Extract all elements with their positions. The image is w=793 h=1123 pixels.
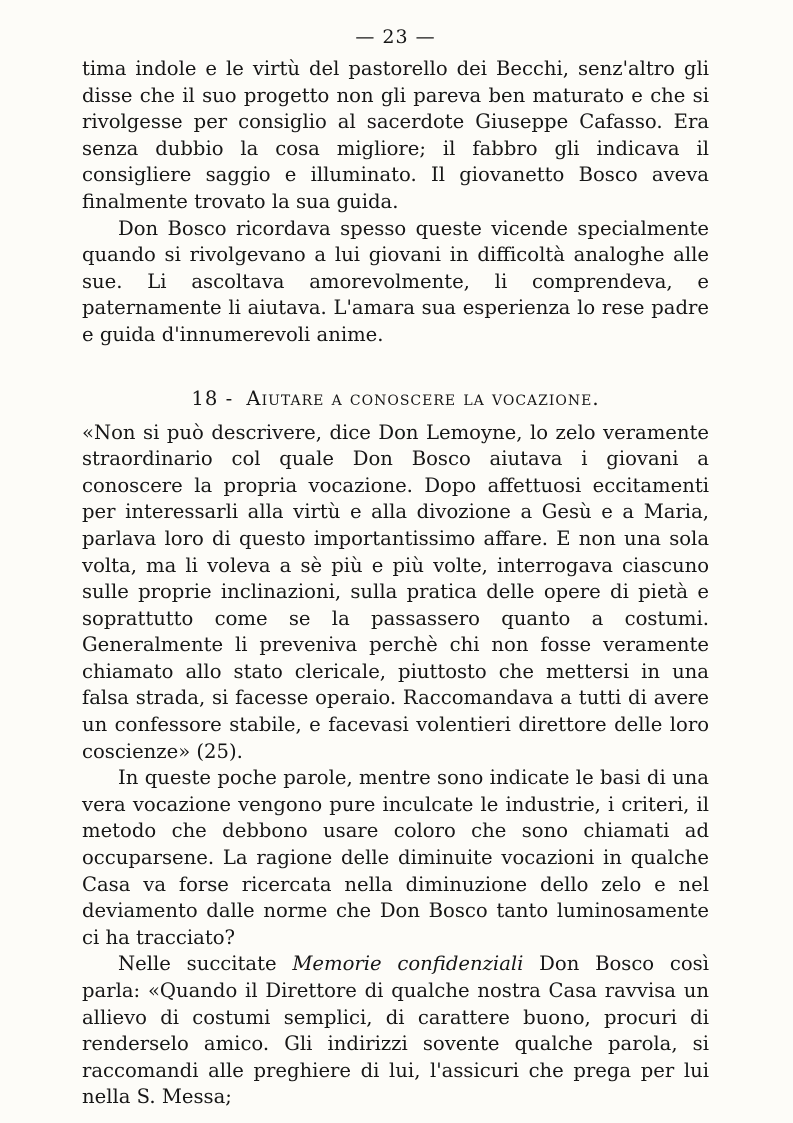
paragraph-5-after: Don Bosco così parla: «Quando il Direttore di qualche nostra Casa ravvisa un allievo di costumi semplici, di carattere buono, procuri di renderselo amico. Gli indirizzi sovente qualche parola, si raccomandi alle preghiere di lui, l'assicuri che prega per lui nella S. Messa; bbox=[82, 952, 709, 1109]
paragraph-vocation-basis: In queste poche parole, mentre sono indicate le basi di una vera vocazione vengono pure inculcate le industrie, i criteri, il metodo che debbono usare coloro che sono chiamati ad occuparsene. La ragione delle diminuite vocazioni in qualche Casa va forse ricercata nella diminuzione dello zelo e nel deviamento dalle norme che Don Bosco tanto luminosamente ci ha tracciato? bbox=[82, 766, 709, 949]
section-title: Aiutare a conoscere la vocazione. bbox=[246, 386, 600, 410]
paragraph-5-before: Nelle succitate bbox=[118, 952, 293, 976]
paragraph-memorie-confidenziali bbox=[82, 951, 709, 1111]
memorie-confidenziali-title: Memorie confidenziali bbox=[292, 952, 524, 976]
section-heading bbox=[82, 387, 709, 410]
page-number: — 23 — bbox=[355, 26, 436, 48]
paragraph-continuation: tima indole e le virtù del pastorello dei Becchi, senz'altro gli disse che il suo progetto non gli pareva ben maturato e che si rivolgesse per consiglio al sacerdote Giuseppe Cafasso. Era senza dubbio la cosa migliore; il fabbro gli indicava il consigliere saggio e illuminato. Il giovanetto Bosco aveva finalmente trovato la sua guida. bbox=[82, 57, 709, 213]
paragraph-lemoyne-quote: «Non si può descrivere, dice Don Lemoyne, lo zelo veramente straordinario col quale Don Bosco aiutava i giovani a conoscere la propria vocazione. Dopo affettuosi eccitamenti per interessarli alla virtù e alla divozione a Gesù e a Maria, parlava loro di questo importantissimo affare. E non una sola volta, ma li voleva a sè più e più volte, interrogava ciascuno sulle proprie inclinazioni, sulla pratica delle opere di pietà e soprattutto come se la passassero quanto a costumi. Generalmente li preveniva perchè chi non fosse veramente chiamato allo stato clericale, piuttosto che mettersi in una falsa strada, si facesse operaio. Raccomandava a tutti di avere un confessore stabile, e facevasi volentieri direttore delle loro coscienze» (25). bbox=[82, 420, 709, 763]
paragraph-don-bosco-memories: Don Bosco ricordava spesso queste vicende specialmente quando si rivolgevano a lui giovani in difficoltà analoghe alle sue. Li ascoltava amorevolmente, li comprendeva, e paternamente li aiutava. L'amara sua esperienza lo rese padre e guida d'innumerevoli anime. bbox=[82, 216, 709, 346]
section-number: 18 - bbox=[191, 386, 234, 410]
